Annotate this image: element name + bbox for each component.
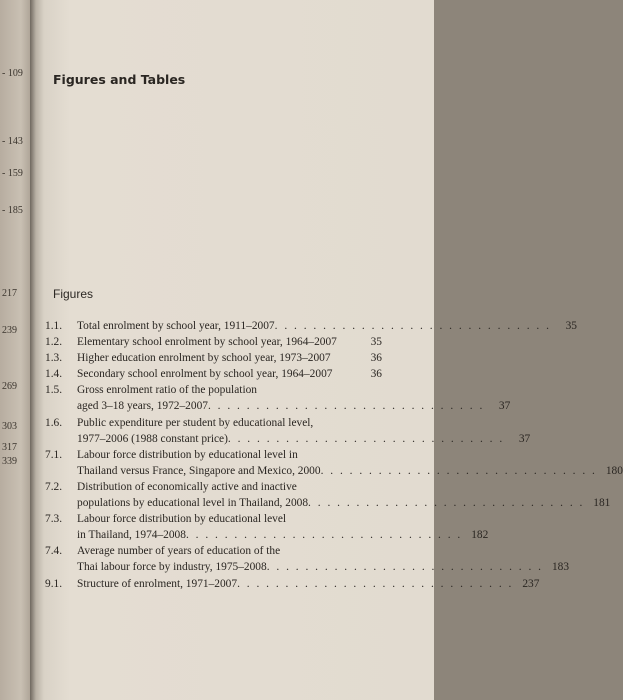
dot-leader: . . . . . . . . . . . . . . . . . . . . . . . . . . . . . [185, 529, 463, 542]
figure-number: 7.1. [45, 448, 63, 461]
list-item [45, 543, 570, 575]
page-number: 180 [605, 464, 623, 477]
prev-page-number: 317 [2, 442, 17, 453]
dot-leader: . . . . . . . . . . . . . . . . . . . . . . . . . . . . . [320, 464, 597, 477]
page-number: 35 [565, 320, 577, 332]
prev-page-number: - 109 [2, 68, 23, 79]
page-number: 182 [471, 529, 489, 542]
dot-leader [331, 350, 356, 366]
figure-title: Labour force distribution by educational level [77, 513, 287, 526]
figure-number: 7.3. [45, 513, 63, 526]
list-item [45, 318, 577, 334]
prev-page-number: - 185 [2, 205, 23, 216]
figure-title: Gross enrolment ratio of the population [77, 384, 257, 397]
list-item [45, 382, 511, 414]
figure-title: Labour force distribution by educational level in [77, 448, 298, 461]
prev-page-number: - 143 [2, 136, 23, 147]
figure-number: 1.6. [45, 416, 63, 429]
list-item [45, 334, 382, 350]
list-item [45, 479, 611, 511]
figure-title-continued: in Thailand, 1974–2008 [77, 529, 186, 542]
dot-leader: . . . . . . . . . . . . . . . . . . . . . . . . . . . . . [266, 561, 544, 574]
figure-title: Secondary school enrolment by school year, 1964–2007 [77, 368, 333, 381]
dot-leader: . . . . . . . . . . . . . . . . . . . . . . . . . . . . . [237, 577, 514, 590]
page-number: 181 [593, 497, 611, 510]
figure-title-continued: Thailand versus France, Singapore and Mexico, 2000 [77, 464, 321, 477]
figure-title: Higher education enrolment by school year, 1973–2007 [77, 352, 331, 365]
dot-leader [337, 334, 356, 350]
figure-title: Total enrolment by school year, 1911–2007 [77, 320, 275, 332]
page-number: 183 [551, 561, 570, 574]
figure-title-continued: populations by educational level in Thailand, 2008 [77, 497, 309, 510]
list-item [45, 511, 489, 543]
dot-leader [332, 366, 356, 382]
page-number: 36 [370, 368, 382, 381]
page-number: 237 [522, 577, 540, 590]
figure-title-continued: 1977–2006 (1988 constant price) [77, 432, 228, 445]
figure-number: 9.1. [45, 577, 63, 590]
section-heading-figures: Figures [53, 287, 94, 301]
figure-number: 1.5. [45, 384, 63, 397]
figures-list [45, 318, 623, 592]
figure-title: Distribution of economically active and inactive [77, 480, 297, 493]
page-number: 37 [498, 400, 511, 413]
page-title: Figures and Tables [53, 72, 186, 87]
figure-title: Structure of enrolment, 1971–2007 [77, 577, 238, 590]
page-number: 35 [370, 336, 382, 349]
figure-number: 1.4. [45, 368, 63, 381]
dot-leader: . . . . . . . . . . . . . . . . . . . . . . . . . . . . . [274, 320, 551, 332]
dot-leader: . . . . . . . . . . . . . . . . . . . . . . . . . . . . . [227, 432, 505, 445]
figure-title-continued: aged 3–18 years, 1972–2007 [77, 400, 208, 413]
list-item [45, 447, 623, 479]
page-number: 36 [370, 352, 382, 365]
figure-number: 1.3. [45, 352, 63, 365]
list-item [45, 350, 382, 366]
list-item [45, 576, 540, 592]
dot-leader: . . . . . . . . . . . . . . . . . . . . . . . . . . . . . [308, 497, 585, 510]
figure-title: Elementary school enrolment by school year, 1964–2007 [77, 336, 337, 349]
list-item [45, 366, 382, 382]
prev-page-number: 269 [2, 381, 17, 392]
page-number: 37 [518, 432, 531, 445]
figure-number: 7.2. [45, 480, 63, 493]
book-page [30, 0, 623, 700]
figure-number: 1.1. [45, 320, 63, 332]
figure-number: 1.2. [45, 336, 63, 349]
prev-page-number: 239 [2, 325, 17, 336]
figure-title-continued: Thai labour force by industry, 1975–2008 [77, 561, 267, 574]
figure-title: Average number of years of education of the [77, 545, 281, 558]
figure-title: Public expenditure per student by educational level, [77, 416, 314, 429]
prev-page-number: 303 [2, 421, 17, 432]
figure-number: 7.4. [45, 545, 63, 558]
prev-page-number: - 159 [2, 168, 23, 179]
prev-page-number: 217 [2, 288, 17, 299]
list-item [45, 415, 531, 447]
prev-page-number: 339 [2, 456, 17, 467]
dot-leader: . . . . . . . . . . . . . . . . . . . . . . . . . . . . . [207, 400, 485, 413]
